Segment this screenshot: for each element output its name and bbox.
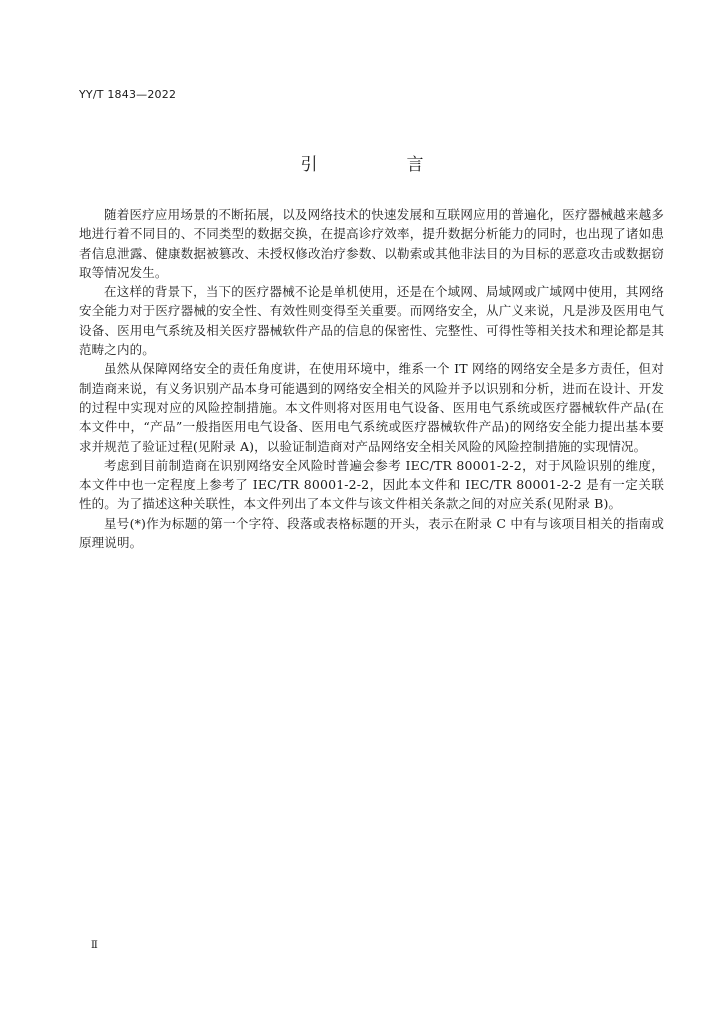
paragraph: 考虑到目前制造商在识别网络安全风险时普遍会参考 IEC/TR 80001-2-2，对于风险识别的维度，本文件中也一定程度上参考了 IEC/TR 80001-2-2，因此本文件和 IEC/TR 80001-2-2 是有一定关联性的。为了描述这种关联性，本文件列出了本文件与该文件相关条款之间的对应关系(见附录 B)。 [79,457,664,512]
document-header: YY/T 1843—2022 [79,88,177,101]
body-text [79,205,664,552]
paragraph: 虽然从保障网络安全的责任角度讲，在使用环境中，维系一个 IT 网络的网络安全是多方责任，但对制造商来说，有义务识别产品本身可能遇到的网络安全相关的风险并予以识别和分析，进而在设计、开发的过程中实现对应的风险控制措施。本文件则将对医用电气设备、医用电气系统或医疗器械软件产品(在本文件中，“产品”一般指医用电气设备、医用电气系统或医疗器械软件产品)的网络安全能力提出基本要求并规范了验证过程(见附录 A)，以验证制造商对产品网络安全相关风险的风险控制措施的实现情况。 [79,361,664,454]
page-title: 引 言 [300,155,460,175]
paragraph: 在这样的背景下，当下的医疗器械不论是单机使用，还是在个域网、局域网或广域网中使用，其网络安全能力对于医疗器械的安全性、有效性则变得至关重要。而网络安全，从广义来说，凡是涉及医用电气设备、医用电气系统及相关医疗器械软件产品的信息的保密性、完整性、可得性等相关技术和理论都是其范畴之内的。 [79,284,664,358]
page-number: Ⅱ [91,940,98,951]
paragraph: 随着医疗应用场景的不断拓展，以及网络技术的快速发展和互联网应用的普遍化，医疗器械越来越多地进行着不同目的、不同类型的数据交换，在提高诊疗效率，提升数据分析能力的同时，也出现了诸如患者信息泄露、健康数据被篡改、未授权修改治疗参数、以勒索或其他非法目的为目标的恶意攻击或数据窃取等情况发生。 [79,207,664,280]
paragraph: 星号(*)作为标题的第一个字符、段落或表格标题的开头，表示在附录 C 中有与该项目相关的指南或原理说明。 [79,515,664,551]
